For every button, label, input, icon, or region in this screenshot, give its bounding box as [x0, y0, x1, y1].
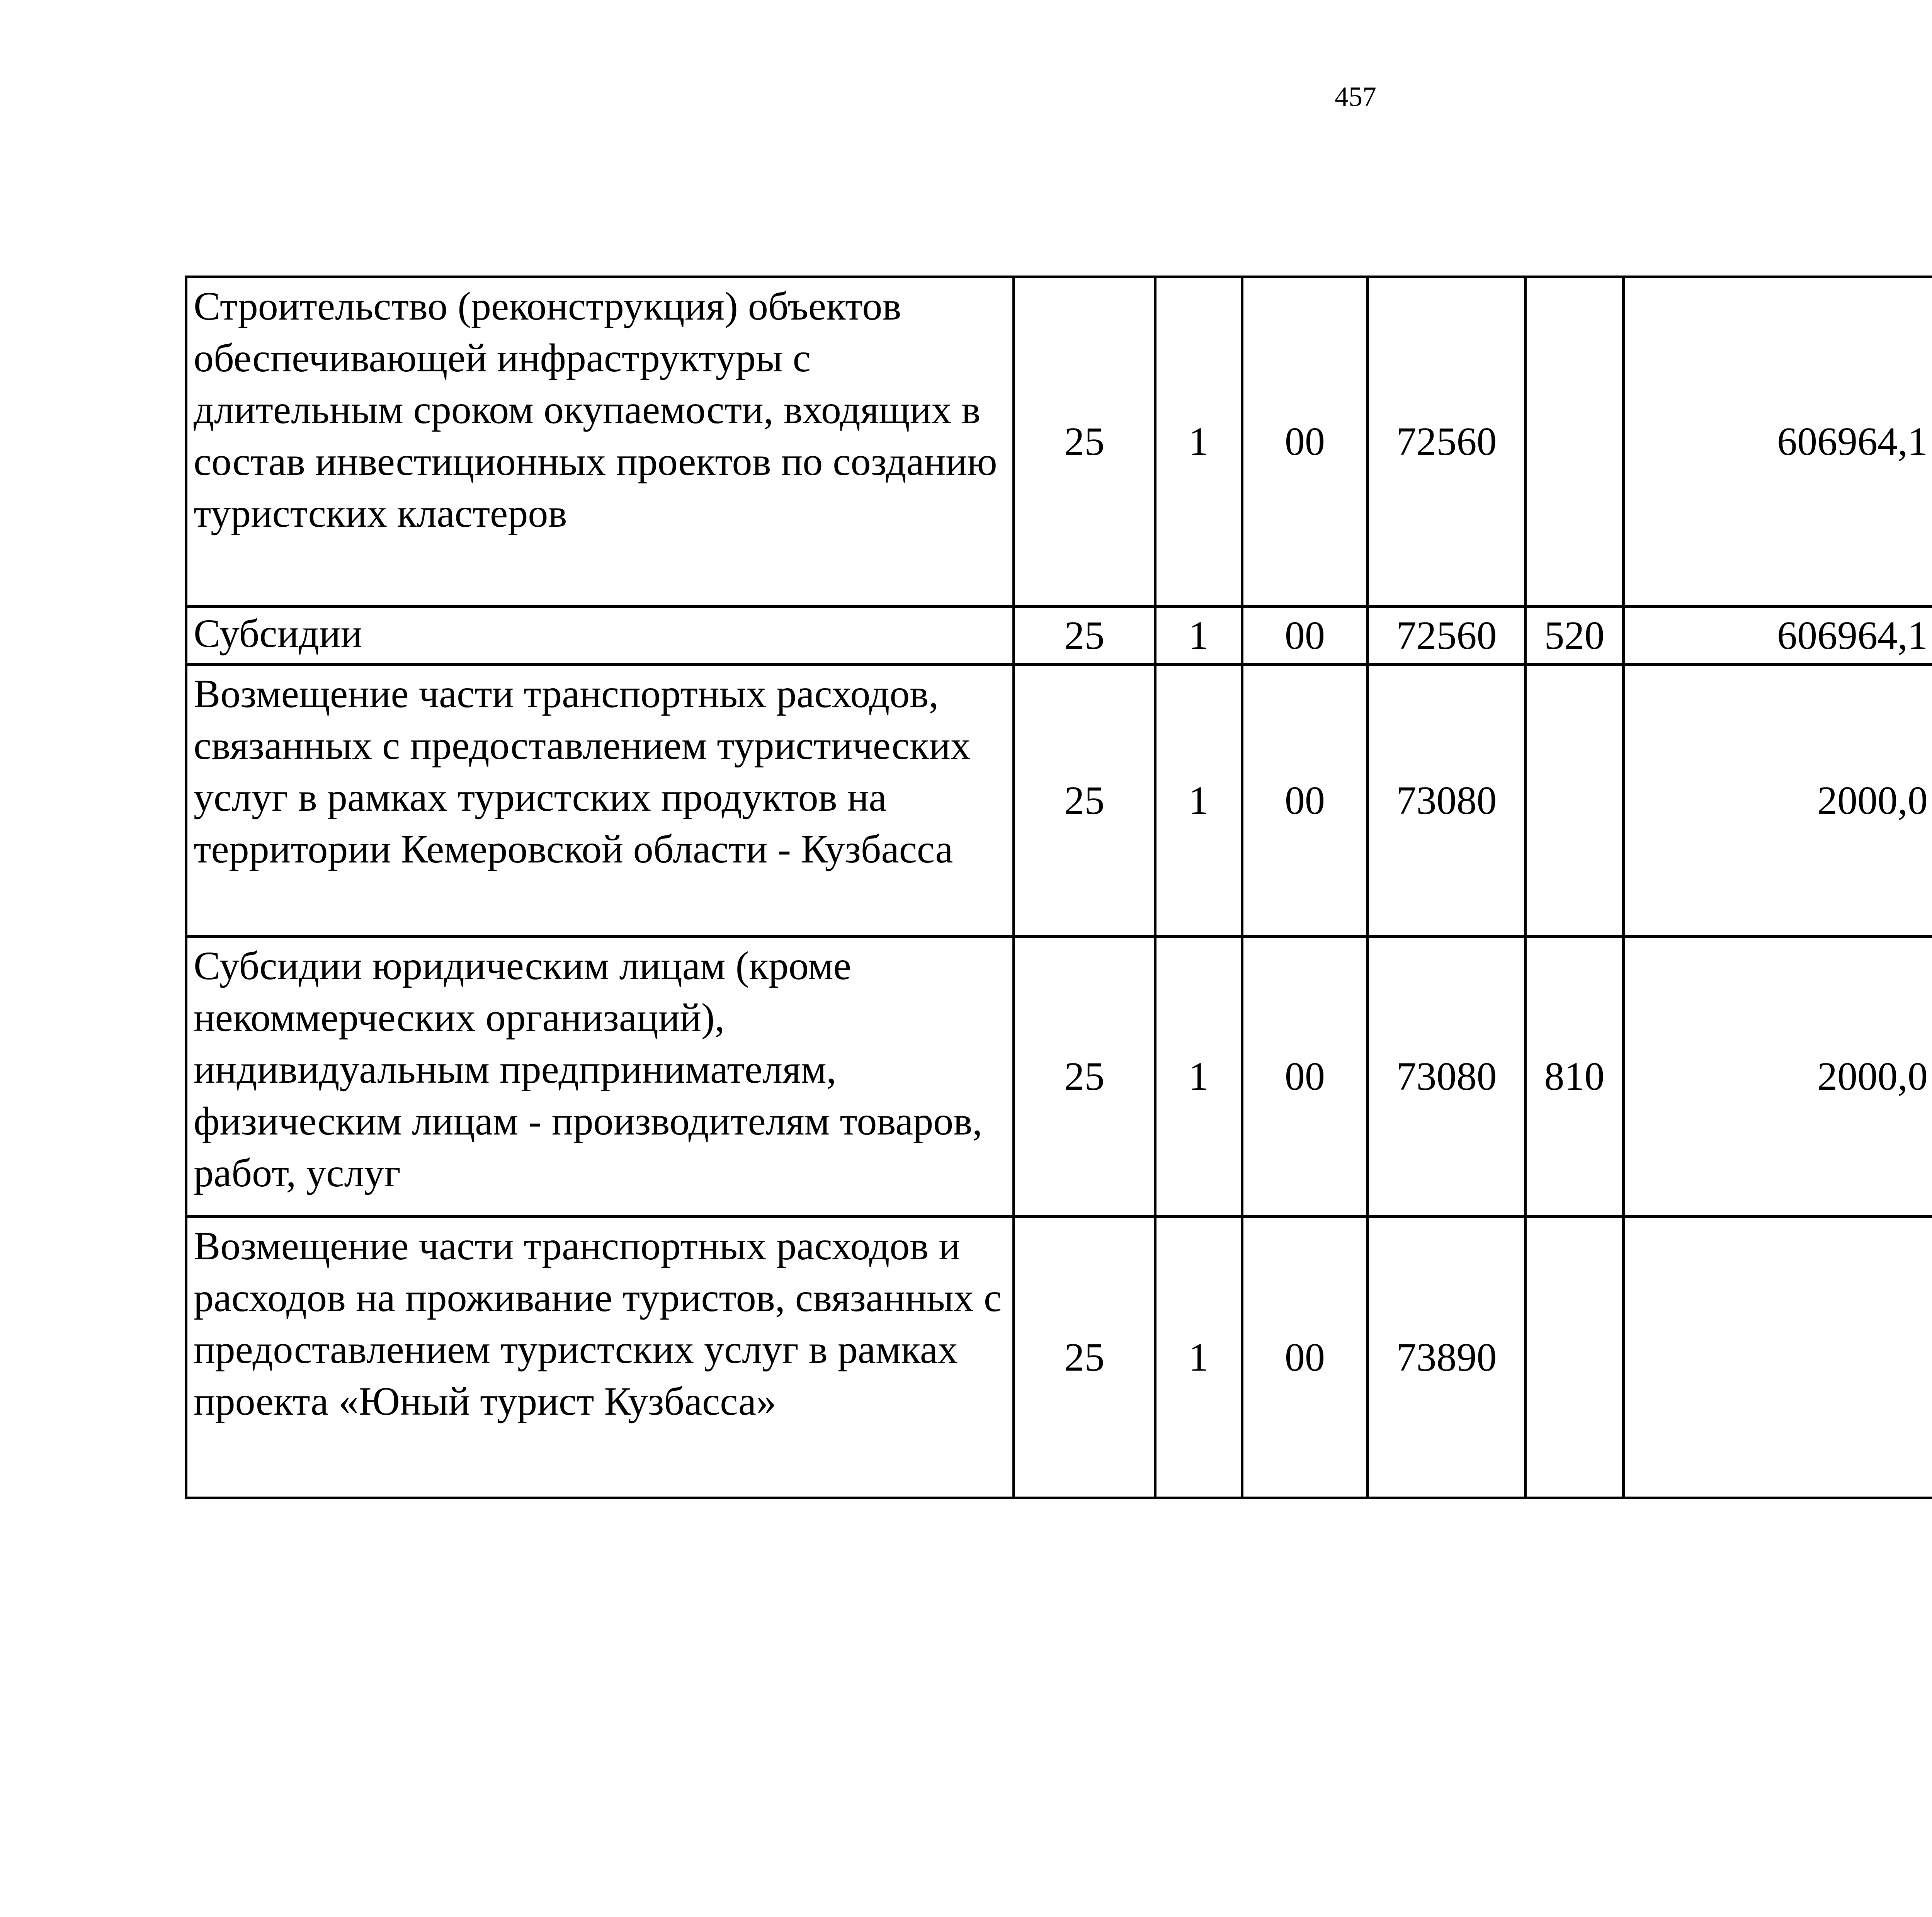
- direction-cell: 00: [1242, 277, 1368, 607]
- direction-cell: 00: [1242, 607, 1368, 665]
- chapter-cell: 25: [1014, 277, 1155, 607]
- page-number: 457: [1335, 81, 1376, 112]
- amount-1-cell: 2000,0: [1624, 937, 1932, 1217]
- table-row: [186, 937, 1932, 1217]
- expense-type-cell: [1526, 277, 1624, 607]
- row-name-cell: Возмещение части транспортных расходов, связанных с предоставлением туристических услуг в рамках туристских продуктов на территории Кемеровской области - Кузбасса: [186, 665, 1014, 937]
- expense-code-cell: 72560: [1368, 607, 1526, 665]
- row-name-cell: Субсидии юридическим лицам (кроме некоммерческих организаций), индивидуальным предпринимателям, физическим лицам - производителям товаров, работ, услуг: [186, 937, 1014, 1217]
- budget-table: [185, 276, 1932, 1499]
- table-row: [186, 1217, 1932, 1498]
- table-row: [186, 277, 1932, 607]
- expense-code-cell: 73080: [1368, 665, 1526, 937]
- expense-code-cell: 73890: [1368, 1217, 1526, 1498]
- row-name-cell: Строительство (реконструкция) объектов обеспечивающей инфраструктуры с длительным сроком окупаемости, входящих в состав инвестиционных проектов по созданию туристских кластеров: [186, 277, 1014, 607]
- subprogram-cell: 1: [1155, 1217, 1242, 1498]
- amount-1-cell: [1624, 1217, 1932, 1498]
- subprogram-cell: 1: [1155, 607, 1242, 665]
- subprogram-cell: 1: [1155, 937, 1242, 1217]
- row-name-cell: Субсидии: [186, 607, 1014, 665]
- chapter-cell: 25: [1014, 1217, 1155, 1498]
- row-name-cell: Возмещение части транспортных расходов и расходов на проживание туристов, связанных с предоставлением туристских услуг в рамках проекта «Юный турист Кузбасса»: [186, 1217, 1014, 1498]
- expense-code-cell: 73080: [1368, 937, 1526, 1217]
- amount-1-cell: 606964,1: [1624, 277, 1932, 607]
- amount-1-cell: 606964,1: [1624, 607, 1932, 665]
- expense-type-cell: 520: [1526, 607, 1624, 665]
- direction-cell: 00: [1242, 665, 1368, 937]
- chapter-cell: 25: [1014, 665, 1155, 937]
- expense-type-cell: 810: [1526, 937, 1624, 1217]
- direction-cell: 00: [1242, 937, 1368, 1217]
- expense-type-cell: [1526, 1217, 1624, 1498]
- chapter-cell: 25: [1014, 937, 1155, 1217]
- direction-cell: 00: [1242, 1217, 1368, 1498]
- expense-type-cell: [1526, 665, 1624, 937]
- table-row: [186, 607, 1932, 665]
- subprogram-cell: 1: [1155, 665, 1242, 937]
- subprogram-cell: 1: [1155, 277, 1242, 607]
- table-row: [186, 665, 1932, 937]
- amount-1-cell: 2000,0: [1624, 665, 1932, 937]
- expense-code-cell: 72560: [1368, 277, 1526, 607]
- chapter-cell: 25: [1014, 607, 1155, 665]
